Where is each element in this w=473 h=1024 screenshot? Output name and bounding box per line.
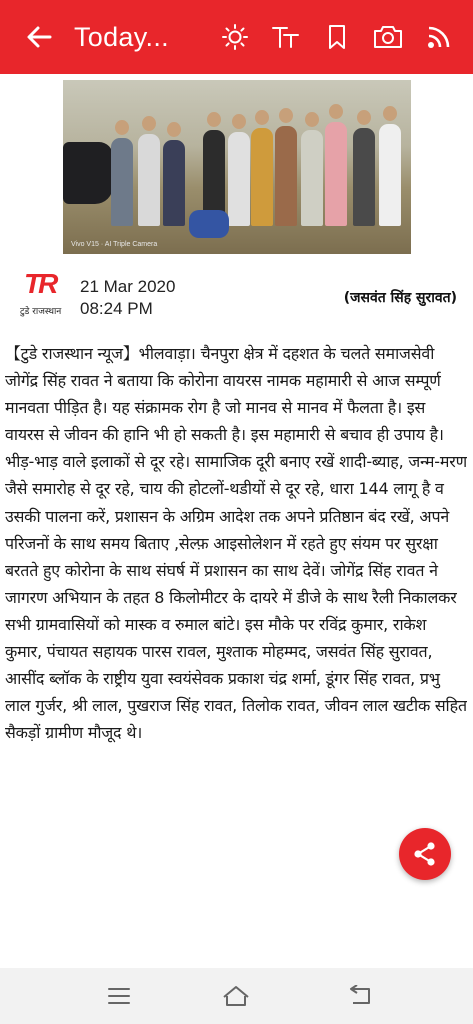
- person-figure: [111, 138, 133, 226]
- publish-datetime: [80, 276, 175, 320]
- source-logo: [18, 268, 72, 318]
- person-head: [232, 114, 246, 129]
- person-figure: [228, 132, 250, 226]
- logo-name: टुडे राजस्थान: [20, 307, 62, 317]
- back-icon: [347, 985, 373, 1007]
- photo-watermark: Vivo V15 · AI Triple Camera: [71, 241, 158, 248]
- camera-icon: [372, 23, 404, 51]
- news-photo[interactable]: [63, 80, 411, 254]
- back-arrow-icon: [26, 25, 52, 49]
- person-head: [279, 108, 293, 123]
- person-head: [255, 110, 269, 125]
- bookmark-button[interactable]: [317, 17, 357, 57]
- article-body: 【टुडे राजस्थान न्यूज】भीलवाड़ा। चैनपुरा क्षेत्र में दहशत के चलते समाजसेवी जोगेंद्र सिंह रावत ने बताया कि कोरोना वायरस नामक महामारी से आज सम्पूर्ण मानवता पीड़ित है। यह संक्रामक रोग है जो मानव से मानव में फैलता है। इस वायरस से जीवन की हानि भी हो सकती है। इस महामारी से बचाव ही उपाय है। भीड़-भाड़ वाले इलाकों से दूर रहे। सामाजिक दूरी बनाए रखें शादी-ब्याह, जन्म-मरण जैसे समारोह से दूर रहे, चाय की होटलों-थडीयों से दूर रहे, धारा 144 लागू है व उसकी पालना करें, प्रशासन के अग्रिम आदेश तक अपने प्रतिष्ठान बंद रखें, अपने परिजनों के साथ समय बिताए ,सेल्फ़ आइसोलेशन में रहते हुए संयम पर सुरक्षा बरतते हुए कोरोना के साथ संघर्ष में प्रशासन का साथ देवें। जोगेंद्र सिंह रावत ने जागरण अभियान के तहत 8 किलोमीटर के दायरे में डीजे के साथ रैली निकालकर सभी ग्रामवासियों को मास्क व रुमाल बांटे। इस मौके पर रविंद्र कुमार, राकेश कुमार, पंचायत सहायक पारस रावल, मुश्ताक मोहम्मद, जसवंत सिंह सुरावत, आसींद ब्लॉक के राष्ट्रीय युवा स्वयंसेवक प्रकाश चंद्र शर्मा, डूंगर सिंह रावत, प्रभु लाल गुर्जर, श्री लाल, पुखराज सिंह रावत, तिलोक रावत, जीवन लाल खटीक सहित सैकड़ों ग्रामीण मौजूद थे।: [5, 344, 467, 743]
- nav-back-button[interactable]: [345, 982, 375, 1010]
- person-head: [357, 110, 371, 125]
- person-figure: [275, 126, 297, 226]
- person-head: [305, 112, 319, 127]
- person-head: [167, 122, 181, 137]
- bookmark-icon: [326, 23, 348, 51]
- publish-time: 08:24 PM: [80, 299, 153, 318]
- menu-icon: [107, 986, 131, 1006]
- person-head: [383, 106, 397, 121]
- person-head: [207, 112, 221, 127]
- person-figure: [379, 124, 401, 226]
- brightness-button[interactable]: [215, 17, 255, 57]
- person-figure: [353, 128, 375, 226]
- person-figure: [163, 140, 185, 226]
- text-size-icon: [271, 23, 301, 51]
- person-head: [329, 104, 343, 119]
- person-figure: [301, 130, 323, 226]
- text-size-button[interactable]: [266, 17, 306, 57]
- rss-icon: [425, 23, 453, 51]
- motorbike-shape: [63, 142, 113, 204]
- page-title: Today...: [74, 21, 169, 52]
- publish-date: 21 Mar 2020: [80, 277, 176, 296]
- home-button[interactable]: [221, 982, 251, 1010]
- back-button[interactable]: [18, 17, 60, 57]
- camera-button[interactable]: [368, 17, 408, 57]
- person-figure: [138, 134, 160, 226]
- person-figure: [251, 128, 273, 226]
- system-nav-bar: [0, 968, 473, 1024]
- rss-button[interactable]: [419, 17, 459, 57]
- person-head: [115, 120, 129, 135]
- person-head: [142, 116, 156, 131]
- share-button[interactable]: [399, 828, 451, 880]
- share-icon: [412, 841, 438, 867]
- logo-mark: TR: [24, 268, 56, 299]
- home-icon: [221, 984, 251, 1008]
- seated-person: [189, 210, 229, 238]
- brightness-icon: [221, 23, 249, 51]
- person-figure: [325, 122, 347, 226]
- menu-button[interactable]: [104, 982, 134, 1010]
- author-byline: (जसवंत सिंह सुरावत): [343, 290, 457, 306]
- app-toolbar: [0, 0, 473, 74]
